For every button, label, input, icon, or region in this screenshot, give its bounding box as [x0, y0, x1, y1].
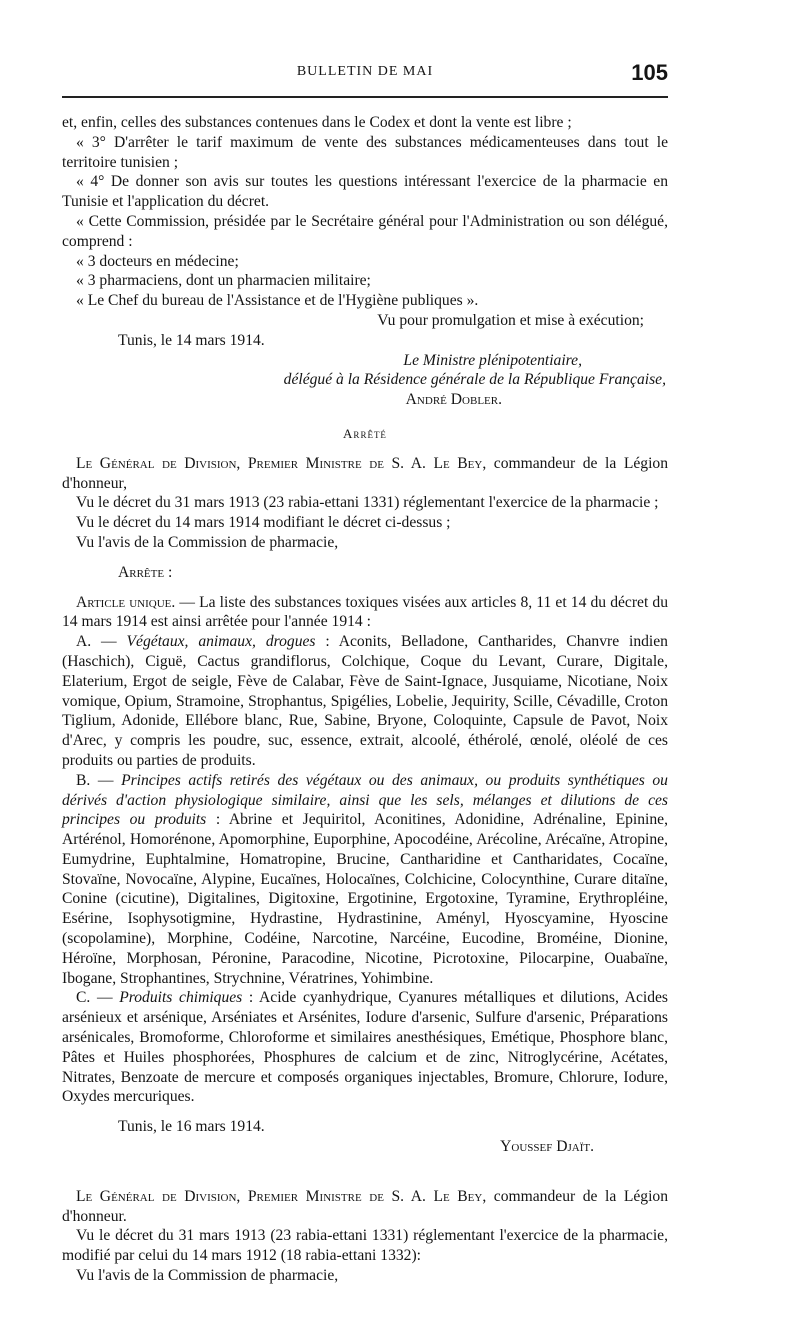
intro-paragraph	[62, 454, 668, 494]
list-item-b	[62, 771, 668, 989]
issuer-title: Le Général de Division, Premier Ministre de S. A. Le Bey,	[76, 454, 487, 472]
intro-paragraph	[62, 1187, 668, 1227]
paragraph: Vu le décret du 14 mars 1914 modifiant le décret ci-dessus ;	[76, 514, 451, 532]
paragraph: « 3 pharmaciens, dont un pharmacien militaire;	[76, 272, 371, 290]
promulgation-line: Vu pour promulgation et mise à exécution;	[377, 311, 644, 329]
paragraph: Vu le décret du 31 mars 1913 (23 rabia-ettani 1331) réglementant l'exercice de la pharmacie, modifié par celui du 14 mars 1912 (18 rabia-ettani 1332):	[62, 1227, 668, 1265]
spacer	[62, 444, 668, 454]
paragraph: « 4° De donner son avis sur toutes les questions intéressant l'exercice de la pharmacie en Tunisie et l'application du décret.	[62, 173, 668, 211]
list-item-c	[62, 988, 668, 1107]
issuer-title-rest: commandeur de la Légion d'honneur.	[62, 1187, 668, 1225]
page-header	[62, 62, 668, 92]
paragraph: « Cette Commission, présidée par le Secrétaire général pour l'Administration ou son délégué, comprend :	[62, 212, 668, 250]
page-number: 105	[631, 60, 668, 85]
item-text: : Aconits, Belladone, Cantharides, Chanvre indien (Haschich), Ciguë, Cactus grandiflorus, Colchique, Coque du Levant, Curare, Digitale, Elaterium, Ergot de seigle, Fève de Calabar, Fève de Saint-Ignace, Jusquiame, Nicotiane, Noix vomique, Opium, Stramoine, Strophantus, Spigélies, Lobelie, Jequirity, Scille, Cévadille, Croton Tiglium, Adonide, Ellébore blanc, Rue, Sabine, Bryone, Coloquinte, Capsule de Pavot, Noix d'Arec, y compris les poudre, suc, essence, extrait, alcoolé, éthérolé, œnolé, oléolé de ces produits ou parties de produits.	[62, 633, 668, 769]
minister-signature: André Dobler.	[405, 391, 502, 409]
paragraph: Vu l'avis de la Commission de pharmacie,	[76, 533, 339, 551]
paragraph: Vu le décret du 31 mars 1913 (23 rabia-ettani 1331) réglementant l'exercice de la pharmacie ;	[76, 494, 659, 512]
place-date: Tunis, le 14 mars 1914.	[118, 331, 265, 349]
minister-role: délégué à la Résidence générale de la République Française,	[283, 371, 666, 389]
running-title: BULLETIN DE MAI	[296, 64, 434, 79]
article-text: — La liste des substances toxiques visées aux articles 8, 11 et 14 du décret du 14 mars 1914 est ainsi arrêtée pour l'année 1914 :	[62, 593, 668, 631]
article-label: Article unique.	[76, 593, 176, 611]
paragraph: Vu l'avis de la Commission de pharmacie,	[76, 1267, 339, 1285]
spacer	[62, 410, 668, 424]
signature: Youssef Djaït.	[500, 1138, 594, 1156]
issuer-title: Le Général de Division, Premier Ministre de S. A. Le Bey,	[76, 1187, 487, 1205]
item-text: : Acide cyanhydrique, Cyanures métalliques et dilutions, Acides arsénieux et arsénique, Arséniates et Arsénites, Iodure d'arsenic, Sulfure d'arsenic, Préparations arsénicales, Bromoforme, Chloroforme et similaires anesthésiques, Emétique, Phosphore blanc, Pâtes et Huiles phosphorées, Phosphures de calcium et de zinc, Nitroglycérine, Acétates, Nitrates, Benzoate de mercure et composés organiques injectables, Bromure, Chlorure, Iodure, Oxydes mercuriques.	[62, 989, 668, 1106]
item-heading: Végétaux, animaux, drogues	[126, 633, 316, 651]
spacer	[62, 1107, 668, 1117]
header-rule	[62, 96, 668, 98]
issuer-title-rest: commandeur de la Légion d'honneur,	[62, 454, 668, 492]
spacer	[62, 583, 668, 593]
spacer	[62, 553, 668, 563]
place-date: Tunis, le 16 mars 1914.	[118, 1118, 265, 1136]
item-text: : Abrine et Jequiritol, Aconitines, Adonidine, Adrénaline, Epinine, Artérénol, Homorénone, Apomorphine, Euporphine, Apocodéine, Arécoline, Arécaïne, Atropine, Eumydrine, Euphtalmine, Homatropine, Brucine, Cantharidine et Cantharidates, Cocaïne, Stovaïne, Novocaïne, Alypine, Eucaïnes, Holocaïnes, Colchicine, Colocynthine, Curare ditaïne, Conine (cicutine), Digitalines, Digitoxine, Ergotinine, Ergotoxine, Tyramine, Erythropléine, Esérine, Isophysotigmine, Hydrastine, Hydrastinine, Aményl, Hyoscyamine, Hyoscine (scopolamine), Morphine, Codéine, Narcotine, Narcéine, Eucodine, Broméine, Dionine, Héroïne, Morphosan, Péronine, Paracodine, Nicotine, Picrotoxine, Pilocarpine, Ouabaïne, Ibogane, Strophantines, Strychnine, Vératrines, Yohimbine.	[62, 811, 668, 987]
list-item-a	[62, 632, 668, 771]
item-heading: Produits chimiques	[119, 989, 243, 1007]
item-prefix: B. —	[76, 771, 122, 789]
paragraph: « Le Chef du bureau de l'Assistance et de l'Hygiène publiques ».	[76, 292, 479, 310]
item-prefix: C. —	[76, 989, 120, 1007]
item-prefix: A. —	[76, 633, 127, 651]
paragraph: « 3° D'arrêter le tarif maximum de vente des substances médicamenteuses dans tout le territoire tunisien ;	[62, 133, 668, 171]
paragraph: « 3 docteurs en médecine;	[76, 252, 239, 270]
paragraph: et, enfin, celles des substances contenues dans le Codex et dont la vente est libre ;	[62, 114, 572, 131]
item-heading: Principes actifs retirés des végétaux ou des animaux, ou produits synthétiques ou dérivés d'action physiologique similaire, ainsi que les sels, mélanges et dilutions de ces principes ou produits	[62, 771, 668, 829]
minister-title: Le Ministre plénipotentiaire,	[403, 351, 582, 369]
article-paragraph	[62, 593, 668, 633]
body-text	[62, 113, 668, 1286]
arrete-label: Arrête :	[118, 563, 173, 581]
section-title: Arrêté	[343, 425, 387, 441]
spacer	[62, 1157, 668, 1187]
